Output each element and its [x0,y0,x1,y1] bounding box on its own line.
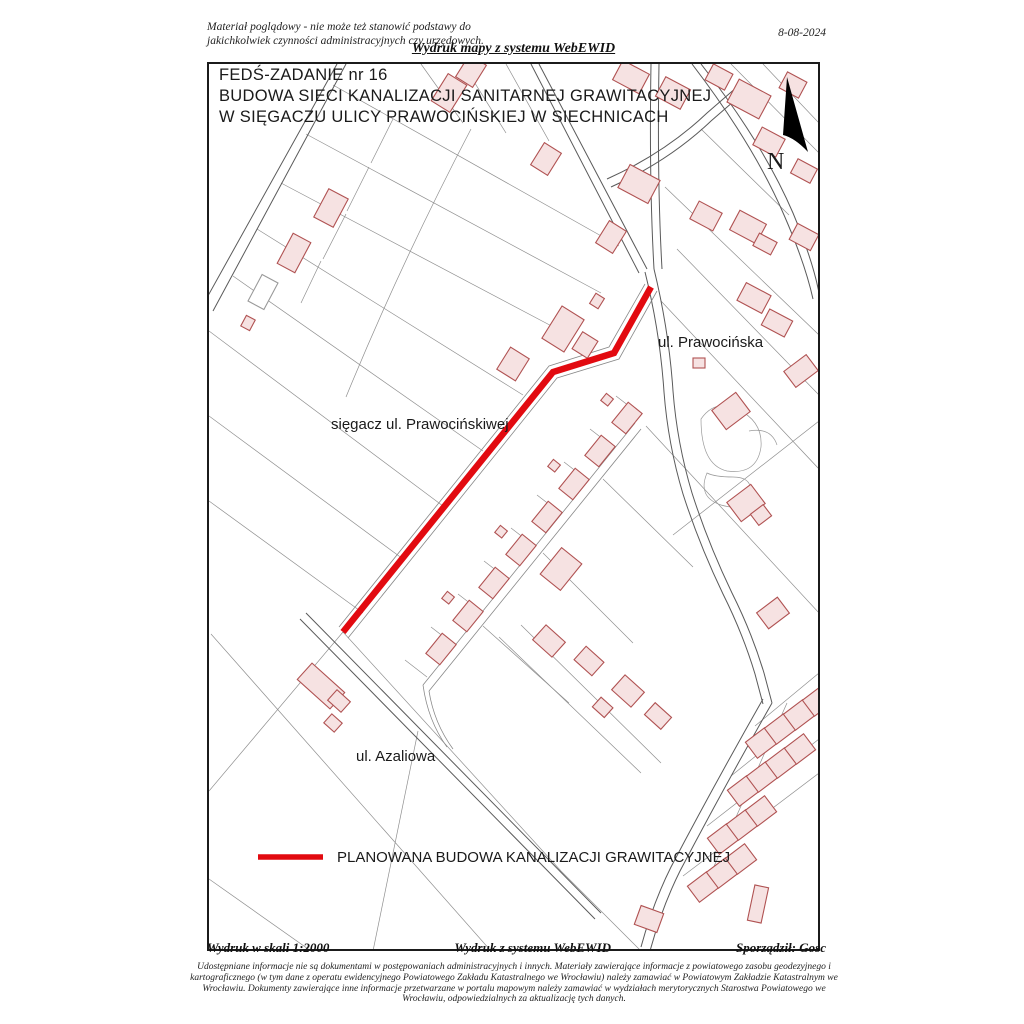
street-label-siegacz: sięgacz ul. Prawocińskiwej [331,416,509,433]
buildings-layer [241,64,818,933]
system-title: Wydruk mapy z systemu WebEWID [411,41,616,56]
legend [258,849,730,866]
terrain-contours-layer [701,406,777,507]
top-disclaimer-line1: Materiał poglądowy - nie może też stanowić podstawy do [207,21,471,33]
footer-row [207,940,826,956]
top-disclaimer-line2: jakichkolwiek czynności administracyjnych czy urzędowych. [207,34,484,47]
print-date: 8-08-2024 [778,27,826,39]
legend-label: PLANOWANA BUDOWA KANALIZACJI GRAWITACYJNEJ [337,849,731,866]
footer-system: Wydruk z systemu WebEWID [454,940,612,955]
map-frame [207,62,820,951]
footer-scale: Wydruk w skali 1:2000 [207,940,330,955]
street-label-azaliowa: ul. Azaliowa [356,748,436,765]
legal-disclaimer: Udostępniane informacje nie są dokumentami w postępowaniach administracyjnych i innych. Materiały zawierające informacje z powiatowego zasobu geodezyjnego i kartograficznego (w tym dane z operatu ewidencyjnego Powiatowego Zakładu Katastralnego we Wrocławiu) należy zamawiać w Powiatowym Zakładzie Katastralnym we Wrocławiu. Dokumenty zawierające inne informacje przetwarzane w portalu mapowym należy zamawiać w wydziałach merytorycznych Starostwa Powiatowego we Wrocławiu, odpowiedzialnych za aktualizację tych danych. [190,962,838,1005]
footer-author: Sporządził: Gosc [736,940,826,955]
map-title-line2: BUDOWA SIECI KANALIZACJI SANITARNEJ GRAWITACYJNEJ [219,87,712,105]
map-title-line3: W SIĘGACZU ULICY PRAWOCIŃSKIEJ W SIECHNICACH [219,108,669,126]
north-arrow-label: N [767,149,785,175]
cadastral-map [209,64,818,949]
map-title-line1: FEDŚ-ZADANIE nr 16 [219,66,388,84]
street-label-prawocinska: ul. Prawocińska [658,334,764,351]
